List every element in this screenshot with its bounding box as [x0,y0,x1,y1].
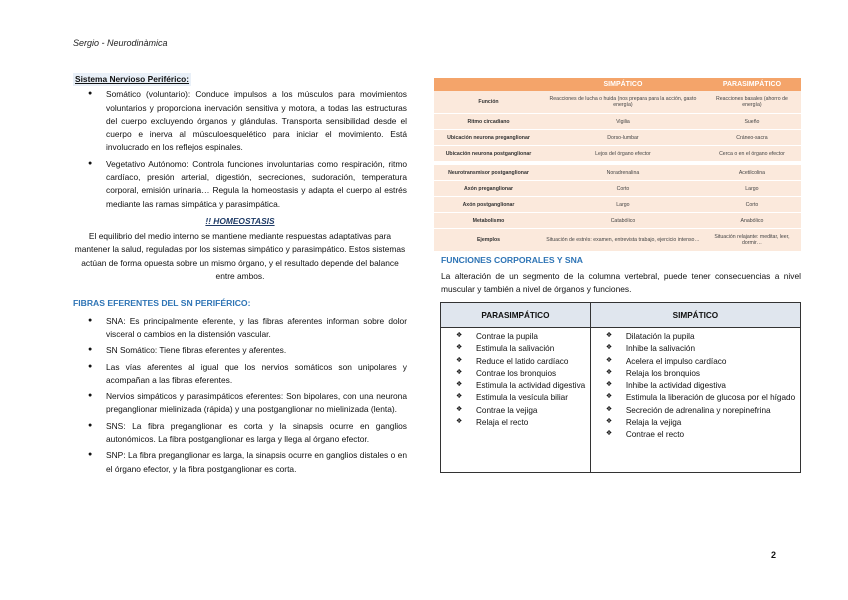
table-row [434,114,801,130]
cell-parasimpatico: Reacciones basales (ahorro de energía) [703,91,801,114]
list-item: ❖ Estimula la actividad digestiva [451,380,586,392]
fibras-title: FIBRAS EFERENTES DEL SN PERIFÉRICO: [73,298,251,309]
cell-simpatico: Situación de estrés: examen, entrevista trabajo, ejercicio intenso… [543,229,703,252]
page-header: Sergio - Neurodinàmica [73,38,168,48]
list-item: ❖ Relaja los bronquios [601,368,796,380]
list-item: ❖ Inhibe la actividad digestiva [601,380,796,392]
row-label: Axón postganglionar [434,197,543,213]
table-row [434,181,801,197]
cell-simpatico: Reacciones de lucha o huida (nos prepara para la acción, gasto energía) [543,91,703,114]
cell-simpatico: Corto [543,181,703,197]
comparison-header-simpatico: SIMPÁTICO [543,78,703,91]
homeostasis-title: !! HOMEOSTASIS [205,215,275,226]
cell-simpatico: Dorso-lumbar [543,130,703,146]
list-item: ❖ Contrae el recto [601,429,796,441]
simpatico-cell [590,328,800,473]
list-item: ❖ Contrae la vejiga [451,405,586,417]
funciones-text: La alteración de un segmento de la columna vertebral, puede tener consecuencias a nivel muscular y también a nivel de órganos y funciones. [441,270,801,294]
cell-simpatico: Vigilia [543,114,703,130]
cell-parasimpatico: Situación relajante: meditar, leer, dormir… [703,229,801,252]
simpatico-list [601,331,796,442]
cell-simpatico: Catabólico [543,213,703,229]
row-label: Neurotransmisor postganglionar [434,163,543,181]
comparison-header-blank [434,78,543,91]
cell-parasimpatico: Anabólico [703,213,801,229]
sna-functions-table [440,302,801,473]
fibras-item: ● SN Somático: Tiene fibras eferentes y aferentes. [73,344,407,357]
snp-item-somatico: ● Somático (voluntario): Conduce impulsos a los músculos para movimientos voluntarios y proporciona inervación sensitiva y motora, a todas las estructuras del cuerpo excluyendo órganos y glándulas. Transporta sensibilidad desde el cuerpo e inerva al músculoesquelético para iniciar el movimiento. Está involucrado en los reflejos espinales. [73,88,407,154]
funciones-title: FUNCIONES CORPORALES Y SNA [441,255,583,265]
table-row [434,146,801,164]
table-row [434,91,801,114]
fibras-list [73,315,407,476]
list-item: ❖ Estimula la liberación de glucosa por el hígado [601,392,796,404]
list-item: ❖ Relaja el recto [451,417,586,429]
snp-item-vegetativo: ● Vegetativo Autónomo: Controla funciones involuntarias como respiración, ritmo cardíaco, presión arterial, digestión, secreciones, sudoración, temperatura corporal, emisión urinaria… Regula la homeostasis y adapta el cuerpo al estrés mediante las ramas simpática y parasimpática. [73,158,407,211]
snp-title: Sistema Nervioso Periférico: [73,73,191,86]
table-row [434,213,801,229]
table-row [434,197,801,213]
cell-parasimpatico: Cerca o en el órgano efector [703,146,801,164]
fibras-item: ● Nervios simpáticos y parasimpáticos eferentes: Son bipolares, con una neurona preganglionar mielinizada (rápida) y una postganglionar no mielinizada (lenta). [73,390,407,417]
cell-parasimpatico: Acetilcolina [703,163,801,181]
comparison-header-row [434,78,801,91]
sna-header-row [441,303,801,328]
list-item: ❖ Estimula la vesícula biliar [451,392,586,404]
list-item: ❖ Dilatación la pupila [601,331,796,343]
cell-simpatico: Noradrenalina [543,163,703,181]
list-item: ❖ Acelera el impulso cardíaco [601,356,796,368]
parasimpatico-header: PARASIMPÁTICO [441,303,591,328]
cell-parasimpatico: Sueño [703,114,801,130]
list-item: ❖ Secreción de adrenalina y norepinefrina [601,405,796,417]
row-label: Axón preganglionar [434,181,543,197]
list-item: ❖ Contrae la pupila [451,331,586,343]
left-column [73,73,407,479]
list-item: ❖ Inhibe la salivación [601,343,796,355]
table-row [434,163,801,181]
cell-simpatico: Lejos del órgano efector [543,146,703,164]
cell-parasimpatico: Corto [703,197,801,213]
table-row [434,229,801,252]
funciones-section [441,254,801,296]
homeostasis-text: El equilibrio del medio interno se mantiene mediante respuestas adaptativas para mantener la salud, reguladas por los sistemas simpático y parasimpático. Estos sistemas actúan de forma opuesta sobre un mismo órgano, y el resultado depende del balance entre ambos. [74,231,406,281]
list-item: ❖ Relaja la vejiga [601,417,796,429]
list-item: ❖ Estimula la salivación [451,343,586,355]
row-label: Ubicación neurona preganglionar [434,130,543,146]
parasimpatico-list [451,331,586,429]
comparison-table [434,78,801,252]
page-number: 2 [771,550,777,560]
row-label: Metabolismo [434,213,543,229]
comparison-header-parasimpatico: PARASIMPÁTICO [703,78,801,91]
cell-simpatico: Largo [543,197,703,213]
table-row [434,130,801,146]
cell-parasimpatico: Cráneo-sacra [703,130,801,146]
list-item: ❖ Contrae los bronquios [451,368,586,380]
sna-body-row [441,328,801,473]
fibras-item: ● SNP: La fibra preganglionar es larga, la sinapsis ocurre en ganglios distales o en el órgano efector, y la fibra postganglionar es corta. [73,449,407,476]
fibras-item: ● SNA: Es principalmente eferente, y las fibras aferentes informan sobre dolor visceral o cambios en la distensión vascular. [73,315,407,342]
row-label: Función [434,91,543,114]
row-label: Ubicación neurona postganglionar [434,146,543,164]
cell-parasimpatico: Largo [703,181,801,197]
list-item: ❖ Reduce el latido cardíaco [451,356,586,368]
snp-list [73,88,407,211]
row-label: Ritmo circadiano [434,114,543,130]
row-label: Ejemplos [434,229,543,252]
parasimpatico-cell [441,328,591,473]
fibras-item: ● SNS: La fibra preganglionar es corta y la sinapsis ocurre en ganglios autonómicos. La fibra postganglionar es larga y llega al órgano efector. [73,420,407,447]
fibras-item: ● Las vías aferentes al igual que los nervios somáticos son unipolares y acompañan a las fibras eferentes. [73,361,407,388]
simpatico-header: SIMPÁTICO [590,303,800,328]
